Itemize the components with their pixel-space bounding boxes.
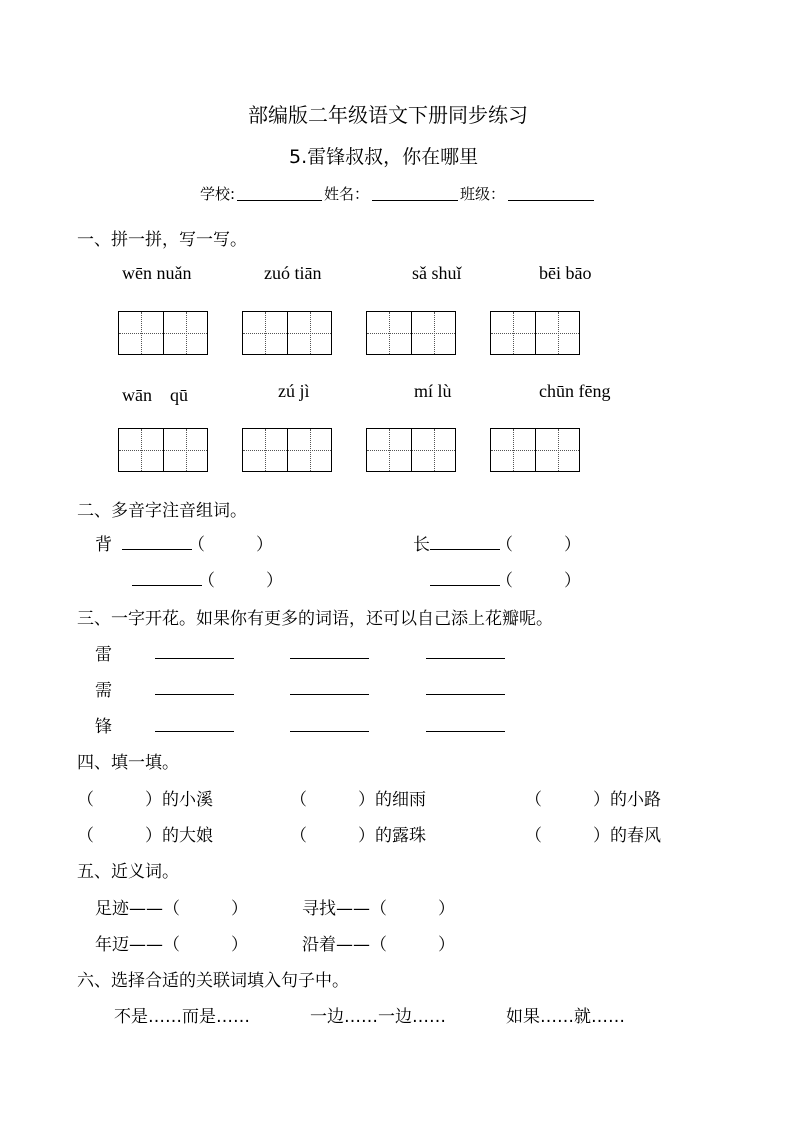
section1-heading: 一、拼一拼，写一写。 <box>77 230 247 250</box>
worksheet-title: 部编版二年级语文下册同步练习 <box>248 103 528 127</box>
pinyin-blank[interactable] <box>430 585 500 586</box>
word-blank[interactable] <box>155 694 234 695</box>
writing-grid[interactable] <box>490 428 580 472</box>
name-label: 姓名： <box>324 185 370 203</box>
pinyin-zuji: zú jì <box>278 381 310 401</box>
fill-item[interactable]: （ ）的小路 <box>525 790 661 810</box>
word-paren[interactable]: （ ） <box>188 535 273 555</box>
word-blank[interactable] <box>426 658 505 659</box>
writing-grid[interactable] <box>366 428 456 472</box>
school-blank[interactable] <box>237 200 322 201</box>
word-blank[interactable] <box>290 658 369 659</box>
word-blank[interactable] <box>290 694 369 695</box>
class-label: 班级： <box>460 185 506 203</box>
pinyin-milu: mí lù <box>414 381 452 401</box>
conjunction-option: 一边……一边…… <box>310 1007 446 1027</box>
lesson-title: 5.雷锋叔叔，你在哪里 <box>289 146 479 168</box>
writing-grid[interactable] <box>366 311 456 355</box>
conjunction-option: 不是……而是…… <box>114 1007 250 1027</box>
pinyin-blank[interactable] <box>430 549 500 550</box>
pinyin-chunfeng: chūn fēng <box>539 381 611 401</box>
fill-item[interactable]: （ ）的春风 <box>525 826 661 846</box>
conjunction-option: 如果……就…… <box>506 1007 625 1027</box>
section6-heading: 六、选择合适的关联词填入句子中。 <box>77 971 349 991</box>
writing-grid[interactable] <box>118 311 208 355</box>
name-blank[interactable] <box>372 200 458 201</box>
synonym-item[interactable]: 寻找——（ ） <box>302 899 455 919</box>
synonym-item[interactable]: 沿着——（ ） <box>302 935 455 955</box>
writing-grid[interactable] <box>490 311 580 355</box>
word-paren[interactable]: （ ） <box>496 571 581 591</box>
writing-grid[interactable] <box>242 428 332 472</box>
polyphone-char-bei: 背 <box>95 535 112 555</box>
fill-item[interactable]: （ ）的露珠 <box>290 826 426 846</box>
class-blank[interactable] <box>508 200 594 201</box>
polyphone-char-chang: 长 <box>413 535 430 555</box>
pinyin-beibao: bēi bāo <box>539 263 592 283</box>
section3-heading: 三、一字开花。如果你有更多的词语，还可以自己添上花瓣呢。 <box>77 609 553 629</box>
word-paren[interactable]: （ ） <box>198 571 283 591</box>
synonym-item[interactable]: 足迹——（ ） <box>95 899 248 919</box>
pinyin-wennuan: wēn nuǎn <box>122 263 192 283</box>
section2-heading: 二、多音字注音组词。 <box>77 501 247 521</box>
pinyin-blank[interactable] <box>132 585 202 586</box>
writing-grid[interactable] <box>242 311 332 355</box>
fill-item[interactable]: （ ）的细雨 <box>290 790 426 810</box>
section4-heading: 四、填一填。 <box>77 753 179 773</box>
fill-item[interactable]: （ ）的小溪 <box>77 790 213 810</box>
pinyin-wanqu: wān qū <box>122 385 188 405</box>
word-paren[interactable]: （ ） <box>496 535 581 555</box>
writing-grid[interactable] <box>118 428 208 472</box>
char-lei: 雷 <box>95 645 112 665</box>
word-blank[interactable] <box>290 731 369 732</box>
pinyin-sashui: sǎ shuǐ <box>412 263 462 283</box>
word-blank[interactable] <box>155 731 234 732</box>
synonym-item[interactable]: 年迈——（ ） <box>95 935 248 955</box>
section5-heading: 五、近义词。 <box>77 862 179 882</box>
word-blank[interactable] <box>426 694 505 695</box>
school-label: 学校: <box>200 185 236 203</box>
word-blank[interactable] <box>155 658 234 659</box>
char-feng: 锋 <box>95 717 112 737</box>
pinyin-blank[interactable] <box>122 549 192 550</box>
pinyin-zuotian: zuó tiān <box>264 263 322 283</box>
word-blank[interactable] <box>426 731 505 732</box>
char-xu: 需 <box>95 681 112 701</box>
fill-item[interactable]: （ ）的大娘 <box>77 826 213 846</box>
